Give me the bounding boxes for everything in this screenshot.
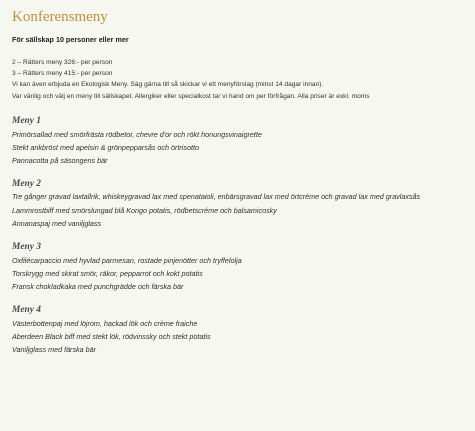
menu-item: Stekt ankbröst med apelsin & grönpepparsås och örtrisotto xyxy=(12,142,199,152)
page-subtitle: För sällskap 10 personer eller mer xyxy=(12,35,129,44)
intro-allergy-note: Var vänlig och välj en meny till sällskapet. Allergiker eller specialkost tar vi hand om per förfrågan. Alla priser är exkl. moms xyxy=(12,92,370,100)
menu-item: Vaniljglass med färska bär xyxy=(12,345,97,355)
menu-item-list xyxy=(12,192,467,231)
menu-item: Torskrygg med skirat smör, räkor, pepparrot och kokt potatis xyxy=(12,269,203,279)
menu-item: Annanaspaj med vaniljglass xyxy=(12,219,102,229)
menu-item-list xyxy=(12,128,467,167)
menu-4 xyxy=(12,305,467,356)
menu-2 xyxy=(12,179,467,231)
menu-1 xyxy=(12,116,467,167)
menu-item-list xyxy=(12,317,467,356)
menu-item: Fransk chokladkaka med punchgrädde och färska bär xyxy=(12,282,184,292)
page-title: Konferensmeny xyxy=(12,9,108,25)
menu-heading: Meny 2 xyxy=(12,178,41,189)
menu-heading: Meny 1 xyxy=(12,115,41,126)
menu-heading: Meny 3 xyxy=(12,242,41,253)
price-two-course: 2 – Rätters meny 326:- per person xyxy=(12,59,113,66)
content-area xyxy=(12,8,467,368)
menu-item: Tre gånger gravad laxtallrik, whiskeygravad lax med spenataioli, enbärsgravad lax med örtcréme och gravad lax med gravlaxsås xyxy=(12,191,421,201)
menu-item: Västerbottenpaj med löjrom, hackad lök och crème fraiche xyxy=(12,319,198,329)
price-three-course: 3 – Rätters meny 415:- per person xyxy=(12,70,113,78)
menu-item: Primörsallad med smörfrästa rödbetor, chevre d'or och rökt honungsvinaigrette xyxy=(12,129,262,139)
menu-item: Aberdeen Black biff med stekt lök, rödvinssky och stekt potatis xyxy=(12,332,211,342)
intro-text xyxy=(12,57,467,102)
menu-item: Oxfilécarpaccio med hyvlad parmesan, rostade pinjenötter och tryffelolja xyxy=(12,256,242,266)
menu-heading: Meny 4 xyxy=(12,305,41,316)
menu-item: Pannacotta på säsongens bär xyxy=(12,155,108,165)
menu-item-list xyxy=(12,254,467,293)
intro-ecological-note: Vi kan även erbjuda en Ekologisk Meny. Säg gärna till så skickar vi ett menyförslag (minst 14 dagar innan). xyxy=(12,81,324,89)
menu-item: Lammrostbiff med smörslungad blå Kongo potatis, rödbetscréme och balsamicosky xyxy=(12,206,277,216)
menu-3 xyxy=(12,242,467,293)
